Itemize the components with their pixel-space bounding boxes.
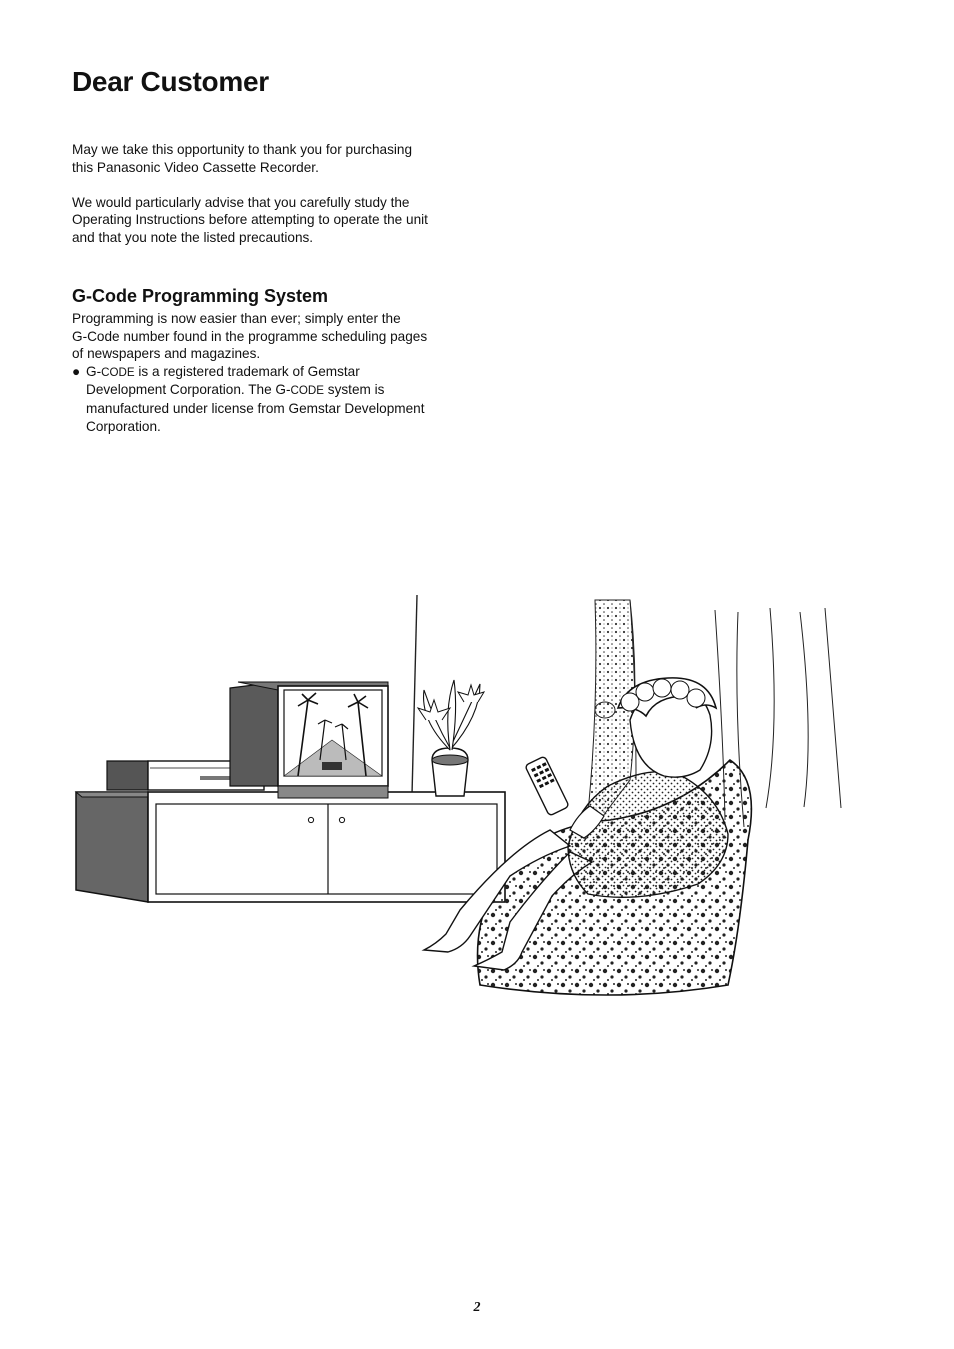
bullet-text4: manufactured under license from Gemstar Development [86, 400, 425, 416]
gcode-body [72, 310, 472, 363]
wall-corner-line [412, 595, 417, 795]
tv-cabinet [76, 792, 505, 902]
intro-text [72, 141, 472, 264]
gcode-section [72, 286, 472, 435]
bullet-icon: ● [72, 363, 81, 379]
intro-paragraph-1 [72, 141, 472, 176]
gcode-body-line3: of newspapers and magazines. [72, 346, 261, 362]
bullet-text1: is a registered trademark of Gemstar [134, 363, 360, 379]
intro-p2-line2: Operating Instructions before attempting to operate the unit [72, 212, 428, 228]
living-room-illustration [70, 590, 870, 1010]
cabinet-knob-right [339, 817, 344, 822]
bullet-g1: G- [86, 363, 102, 379]
page-title: Dear Customer [72, 66, 269, 97]
gcode-body-line1: Programming is now easier than ever; simply enter the [72, 311, 401, 326]
intro-p1-line1: May we take this opportunity to thank you for purchasing [72, 142, 413, 157]
intro-p1-line2: this Panasonic Video Cassette Recorder. [72, 159, 319, 175]
page-number: 2 [473, 1300, 481, 1315]
bullet-code1: CODE [101, 365, 135, 379]
intro-p2-line3: and that you note the listed precautions. [72, 229, 314, 245]
remote-control [525, 756, 569, 816]
gcode-trademark-bullet [72, 363, 472, 435]
bullet-text5: Corporation. [86, 418, 161, 434]
gcode-heading: G-Code Programming System [72, 286, 329, 306]
bullet-text2: Development Corporation. The G- [86, 382, 291, 398]
television [230, 682, 388, 798]
bullet-text3: system is [324, 382, 385, 398]
cabinet-knob-left [308, 817, 313, 822]
intro-p2-line1: We would particularly advise that you carefully study the [72, 194, 410, 210]
gcode-body-line2: G-Code number found in the programme scheduling pages [72, 328, 428, 344]
potted-plant [418, 680, 484, 796]
bullet-code2: CODE [290, 384, 325, 398]
intro-paragraph-2 [72, 194, 472, 247]
